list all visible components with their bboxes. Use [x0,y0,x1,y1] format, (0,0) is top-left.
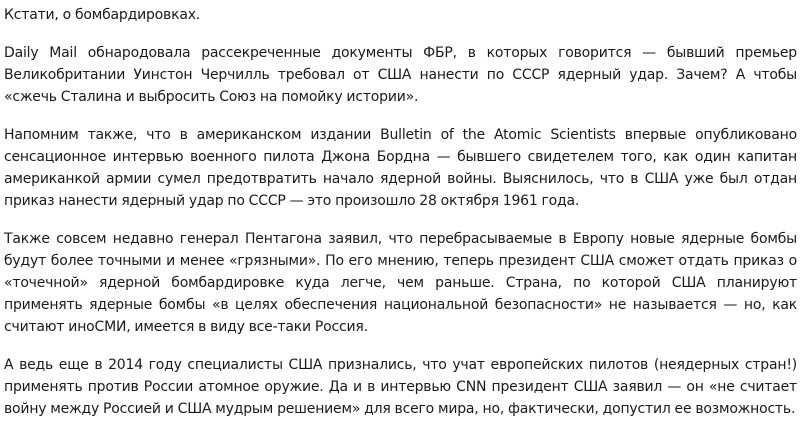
article-paragraph-bulletin: Напомним также, что в американском издании Bulletin of the Atomic Scientists впервые опубликовано сенсационное интервью военного пилота Джона Бордна — бывшего свидетелем того, как один капитан американкой армии сумел предотвратить начало ядерной войны. Выяснилось, что в США уже был отдан приказ нанести ядерный удар по СССР — это произошло 28 октября 1961 года. [4,127,797,209]
article-paragraph-pilots: А ведь еще в 2014 году специалисты США признались, что учат европейских пилотов (неядерных стран!) применять против России атомное оружие. Да и в интервью CNN президент США заявил — он «не считает войну между Россией и США мудрым решением» для всего мира, но, фактически, допустил ее возможность. [4,357,797,417]
article-paragraph-pentagon: Также совсем недавно генерал Пентагона заявил, что перебрасываемые в Европу новые ядерные бомбы будут более точными и менее «грязными». По его мнению, теперь президент США сможет отдать приказ о «точечной» ядерной бомбардировке куда легче, чем раньше. Страна, по которой США планируют применять ядерные бомбы «в целях обеспечения национальной безопасности» не называется — но, как считают иноСМИ, имеется в виду все-таки Россия. [4,231,797,335]
article-paragraph-churchill: Daily Mail обнародовала рассекреченные документы ФБР, в которых говорится — бывший премьер Великобритании Уинстон Черчилль требовал от США нанести по СССР ядерный удар. Зачем? А чтобы «сжечь Сталина и выбросить Союз на помойку истории». [4,45,797,105]
article-body [4,0,797,436]
article-paragraph-intro: Кстати, о бомбардировках. [4,7,201,23]
